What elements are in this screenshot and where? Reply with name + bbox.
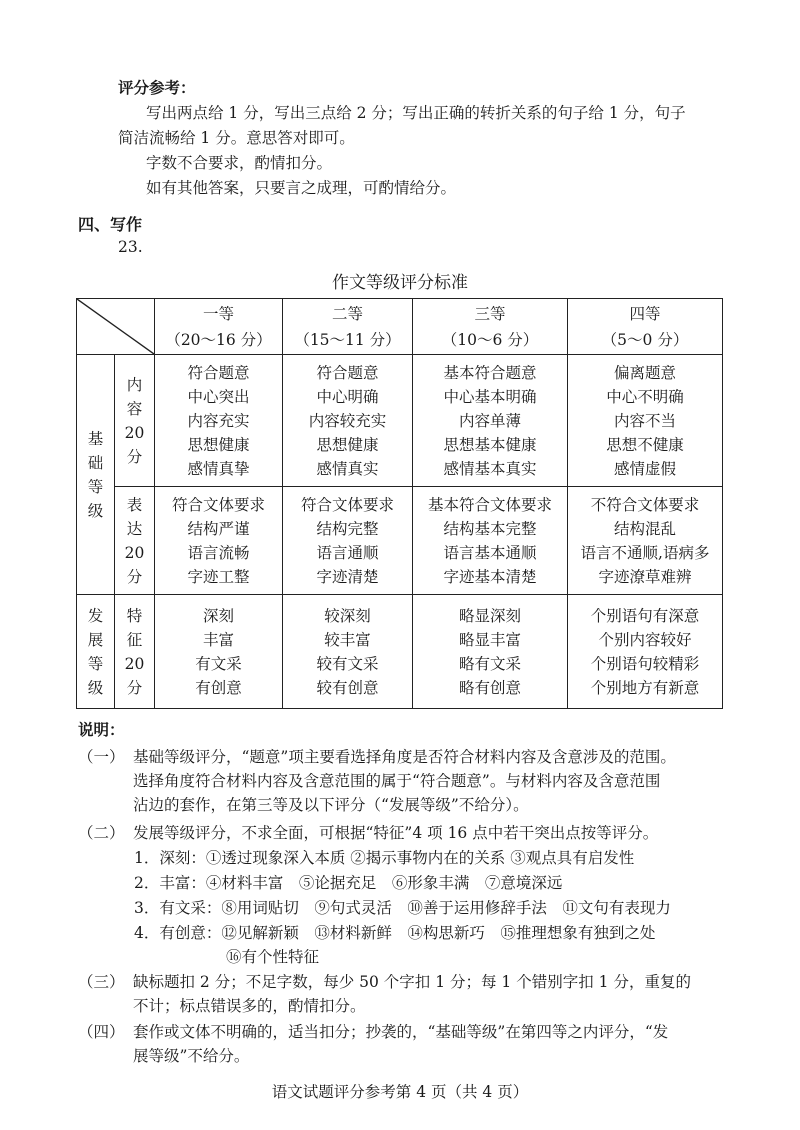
table-corner-cell	[77, 299, 155, 355]
note-item-2	[78, 821, 738, 845]
note-tag-1: （一）	[78, 748, 125, 766]
grade-header-2: 二等 （15～11 分）	[283, 299, 413, 355]
note-tag-2: （二）	[78, 824, 125, 842]
group-label-basic: 基 础 等 级	[77, 355, 115, 595]
expression-cell-grade-3: 基本符合文体要求 结构基本完整 语言基本通顺 字迹基本清楚	[413, 487, 568, 595]
note-4-line-2: 展等级”不给分。	[133, 1047, 250, 1065]
scoring-ref-line-4: 如有其他答案，只要言之成理，可酌情给分。	[146, 179, 457, 197]
sub-item-2: 2．丰富：④材料丰富 ⑤论据充足 ⑥形象丰满 ⑦意境深远	[134, 874, 563, 892]
scoring-ref-line-1: 写出两点给 1 分，写出三点给 2 分；写出正确的转折关系的句子给 1 分，句子	[146, 104, 686, 122]
row-label-expression: 表 达 20 分	[115, 487, 155, 595]
feature-cell-grade-4: 个别语句有深意 个别内容较好 个别语句较精彩 个别地方有新意	[568, 595, 723, 709]
expression-cell-grade-1: 符合文体要求 结构严谨 语言流畅 字迹工整	[155, 487, 283, 595]
row-label-feature: 特 征 20 分	[115, 595, 155, 709]
note-3-line-2: 不计；标点错误多的，酌情扣分。	[133, 997, 366, 1015]
question-number: 23.	[118, 238, 143, 256]
section-title: 四、写作	[78, 215, 143, 234]
scoring-ref-heading: 评分参考：	[118, 78, 196, 97]
grading-table	[76, 298, 723, 709]
feature-cell-grade-3: 略显深刻 略显丰富 略有文采 略有创意	[413, 595, 568, 709]
note-item-3	[78, 970, 738, 1018]
note-2-line-1: 发展等级评分，不求全面，可根据“特征”4 项 16 点中若干突出点按等评分。	[133, 824, 659, 842]
scoring-ref-line-2: 简洁流畅给 1 分。意思答对即可。	[118, 129, 355, 147]
notes-heading: 说明：	[78, 720, 125, 739]
feature-cell-grade-2: 较深刻 较丰富 较有文采 较有创意	[283, 595, 413, 709]
grade-header-1: 一等 （20～16 分）	[155, 299, 283, 355]
table-title: 作文等级评分标准	[332, 273, 468, 293]
group-label-development: 发 展 等 级	[77, 595, 115, 709]
diagonal-line	[77, 299, 154, 354]
sub-item-5: ⑯有个性特征	[226, 948, 320, 966]
note-1-line-2: 选择角度符合材料内容及含意范围的属于“符合题意”。与材料内容及含意范围	[133, 772, 661, 790]
page-footer: 语文试题评分参考第 4 页（共 4 页）	[271, 1083, 529, 1101]
note-4-line-1: 套作或文体不明确的，适当扣分；抄袭的，“基础等级”在第四等之内评分，“发	[133, 1023, 669, 1041]
content-cell-grade-4: 偏离题意 中心不明确 内容不当 思想不健康 感情虚假	[568, 355, 723, 487]
row-label-content: 内 容 20 分	[115, 355, 155, 487]
expression-cell-grade-4: 不符合文体要求 结构混乱 语言不通顺,语病多 字迹潦草难辨	[568, 487, 723, 595]
grade-header-3: 三等 （10～6 分）	[413, 299, 568, 355]
content-cell-grade-1: 符合题意 中心突出 内容充实 思想健康 感情真挚	[155, 355, 283, 487]
note-1-line-1: 基础等级评分，“题意”项主要看选择角度是否符合材料内容及含意涉及的范围。	[133, 748, 676, 766]
note-item-1	[78, 745, 738, 817]
note-tag-4: （四）	[78, 1023, 125, 1041]
note-1-line-3: 沾边的套作，在第三等及以下评分（“发展等级”不给分）。	[133, 796, 529, 814]
scoring-ref-line-3: 字数不合要求，酌情扣分。	[146, 154, 333, 172]
note-tag-3: （三）	[78, 973, 125, 991]
feature-cell-grade-1: 深刻 丰富 有文采 有创意	[155, 595, 283, 709]
content-cell-grade-2: 符合题意 中心明确 内容较充实 思想健康 感情真实	[283, 355, 413, 487]
content-cell-grade-3: 基本符合题意 中心基本明确 内容单薄 思想基本健康 感情基本真实	[413, 355, 568, 487]
note-3-line-1: 缺标题扣 2 分；不足字数，每少 50 个字扣 1 分；每 1 个错别字扣 1 分，重复的	[133, 973, 691, 991]
sub-item-3: 3．有文采：⑧用词贴切 ⑨句式灵活 ⑩善于运用修辞手法 ⑪文句有表现力	[134, 899, 671, 917]
grade-header-4: 四等 （5～0 分）	[568, 299, 723, 355]
expression-cell-grade-2: 符合文体要求 结构完整 语言通顺 字迹清楚	[283, 487, 413, 595]
note-item-4	[78, 1020, 738, 1068]
sub-item-1: 1．深刻：①透过现象深入本质 ②揭示事物内在的关系 ③观点具有启发性	[134, 849, 635, 867]
sub-item-4: 4．有创意：⑫见解新颖 ⑬材料新鲜 ⑭构思新巧 ⑮推理想象有独到之处	[134, 924, 656, 942]
